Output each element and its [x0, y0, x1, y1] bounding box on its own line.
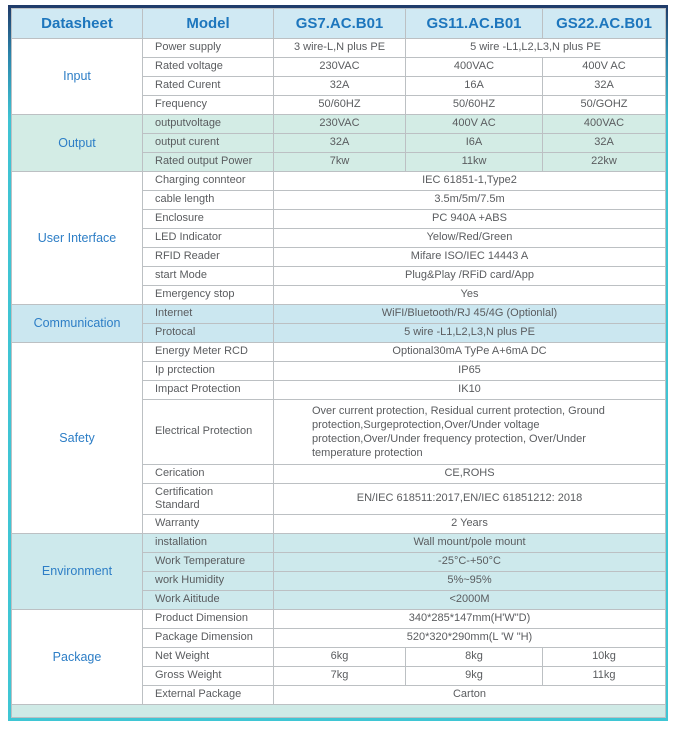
value-cell-merged: Wall mount/pole mount — [274, 534, 666, 553]
property-name: Charging connteor — [143, 172, 274, 191]
table-row — [12, 305, 666, 324]
value-cell: 230VAC — [274, 58, 406, 77]
value-cell: 400V AC — [543, 58, 666, 77]
value-cell-merged: 520*320*290mm(L 'W "H) — [274, 629, 666, 648]
datasheet-frame — [8, 5, 668, 721]
value-cell: 32A — [543, 134, 666, 153]
property-name: Warranty — [143, 515, 274, 534]
property-name: Rated output Power — [143, 153, 274, 172]
section-label-environment: Environment — [12, 534, 143, 610]
value-cell: 50/60HZ — [274, 96, 406, 115]
property-name: Cerication — [143, 465, 274, 484]
property-name: Electrical Protection — [143, 400, 274, 465]
section-label-output: Output — [12, 115, 143, 172]
property-name: Work Aititude — [143, 591, 274, 610]
property-name: Ip prctection — [143, 362, 274, 381]
header-cell-model: Model — [143, 9, 274, 39]
table-row — [12, 115, 666, 134]
property-name: outputvoltage — [143, 115, 274, 134]
footer-strip-cell — [12, 705, 666, 718]
table-row — [12, 39, 666, 58]
header-cell-gs22: GS22.AC.B01 — [543, 9, 666, 39]
property-name: Internet — [143, 305, 274, 324]
datasheet-table — [11, 8, 666, 718]
property-name: Certification Standard — [143, 484, 274, 515]
value-cell: 7kg — [274, 667, 406, 686]
value-cell-merged: 5%~95% — [274, 572, 666, 591]
property-name: Enclosure — [143, 210, 274, 229]
value-cell-merged: <2000M — [274, 591, 666, 610]
value-cell: 400V AC — [406, 115, 543, 134]
value-cell: 230VAC — [274, 115, 406, 134]
property-name: Product Dimension — [143, 610, 274, 629]
value-cell: 32A — [274, 77, 406, 96]
property-name: Net Weight — [143, 648, 274, 667]
value-cell: 400VAC — [543, 115, 666, 134]
section-label-safety: Safety — [12, 343, 143, 534]
value-cell: 8kg — [406, 648, 543, 667]
value-cell: 400VAC — [406, 58, 543, 77]
header-cell-gs7: GS7.AC.B01 — [274, 9, 406, 39]
header-cell-gs11: GS11.AC.B01 — [406, 9, 543, 39]
property-name: RFID Reader — [143, 248, 274, 267]
value-cell-merged: Optional30mA TyPe A+6mA DC — [274, 343, 666, 362]
value-cell: 11kw — [406, 153, 543, 172]
value-cell: 7kw — [274, 153, 406, 172]
property-name: Power supply — [143, 39, 274, 58]
section-label-input: Input — [12, 39, 143, 115]
value-cell: 32A — [274, 134, 406, 153]
value-cell-merged: IEC 61851-1,Type2 — [274, 172, 666, 191]
value-cell: 50/60HZ — [406, 96, 543, 115]
value-cell: 11kg — [543, 667, 666, 686]
property-name: Emergency stop — [143, 286, 274, 305]
value-cell: 10kg — [543, 648, 666, 667]
header-row — [12, 9, 666, 39]
value-cell-merged: Over current protection, Residual current protection, Ground protection,Surgeprotection,Over/Under voltage protection,Over/Under frequency protection, Over/Under temperature protection — [274, 400, 666, 465]
value-cell-merged: 340*285*147mm(H'W"D) — [274, 610, 666, 629]
value-cell: 6kg — [274, 648, 406, 667]
table-row — [12, 172, 666, 191]
value-cell-merged: Plug&Play /RFiD card/App — [274, 267, 666, 286]
table-row — [12, 343, 666, 362]
value-cell-merged: -25°C-+50°C — [274, 553, 666, 572]
property-name: cable length — [143, 191, 274, 210]
property-name: Gross Weight — [143, 667, 274, 686]
value-cell: 3 wire-L,N plus PE — [274, 39, 406, 58]
value-cell-merged: Carton — [274, 686, 666, 705]
value-cell-merged: PC 940A +ABS — [274, 210, 666, 229]
value-cell-merged: IP65 — [274, 362, 666, 381]
value-cell-merged: 3.5m/5m/7.5m — [274, 191, 666, 210]
property-name: External Package — [143, 686, 274, 705]
value-cell-merged: EN/IEC 618511:2017,EN/IEC 61851212: 2018 — [274, 484, 666, 515]
property-name: Rated voltage — [143, 58, 274, 77]
property-name: Impact Protection — [143, 381, 274, 400]
value-cell-merged: Yelow/Red/Green — [274, 229, 666, 248]
table-row — [12, 534, 666, 553]
section-label-user-interface: User Interface — [12, 172, 143, 305]
value-cell: 16A — [406, 77, 543, 96]
property-name: Frequency — [143, 96, 274, 115]
property-name: installation — [143, 534, 274, 553]
value-cell-merged: IK10 — [274, 381, 666, 400]
property-name: output curent — [143, 134, 274, 153]
property-name: start Mode — [143, 267, 274, 286]
value-cell-merged: 5 wire -L1,L2,L3,N plus PE — [274, 324, 666, 343]
value-cell-merged: Yes — [274, 286, 666, 305]
section-label-package: Package — [12, 610, 143, 705]
property-name: Energy Meter RCD — [143, 343, 274, 362]
value-cell: 32A — [543, 77, 666, 96]
value-cell: 50/GOHZ — [543, 96, 666, 115]
header-cell-datasheet: Datasheet — [12, 9, 143, 39]
property-name: Package Dimension — [143, 629, 274, 648]
section-label-communication: Communication — [12, 305, 143, 343]
value-cell: I6A — [406, 134, 543, 153]
value-cell-merged: 5 wire -L1,L2,L3,N plus PE — [406, 39, 666, 58]
footer-strip — [12, 705, 666, 718]
value-cell: 22kw — [543, 153, 666, 172]
property-name: Rated Curent — [143, 77, 274, 96]
property-name: work Humidity — [143, 572, 274, 591]
value-cell-merged: WiFI/Bluetooth/RJ 45/4G (Optionlal) — [274, 305, 666, 324]
value-cell-merged: Mifare ISO/IEC 14443 A — [274, 248, 666, 267]
property-name: Work Temperature — [143, 553, 274, 572]
value-cell-merged: CE,ROHS — [274, 465, 666, 484]
value-cell-merged: 2 Years — [274, 515, 666, 534]
table-row — [12, 610, 666, 629]
value-cell: 9kg — [406, 667, 543, 686]
property-name: LED Indicator — [143, 229, 274, 248]
property-name: Protocal — [143, 324, 274, 343]
